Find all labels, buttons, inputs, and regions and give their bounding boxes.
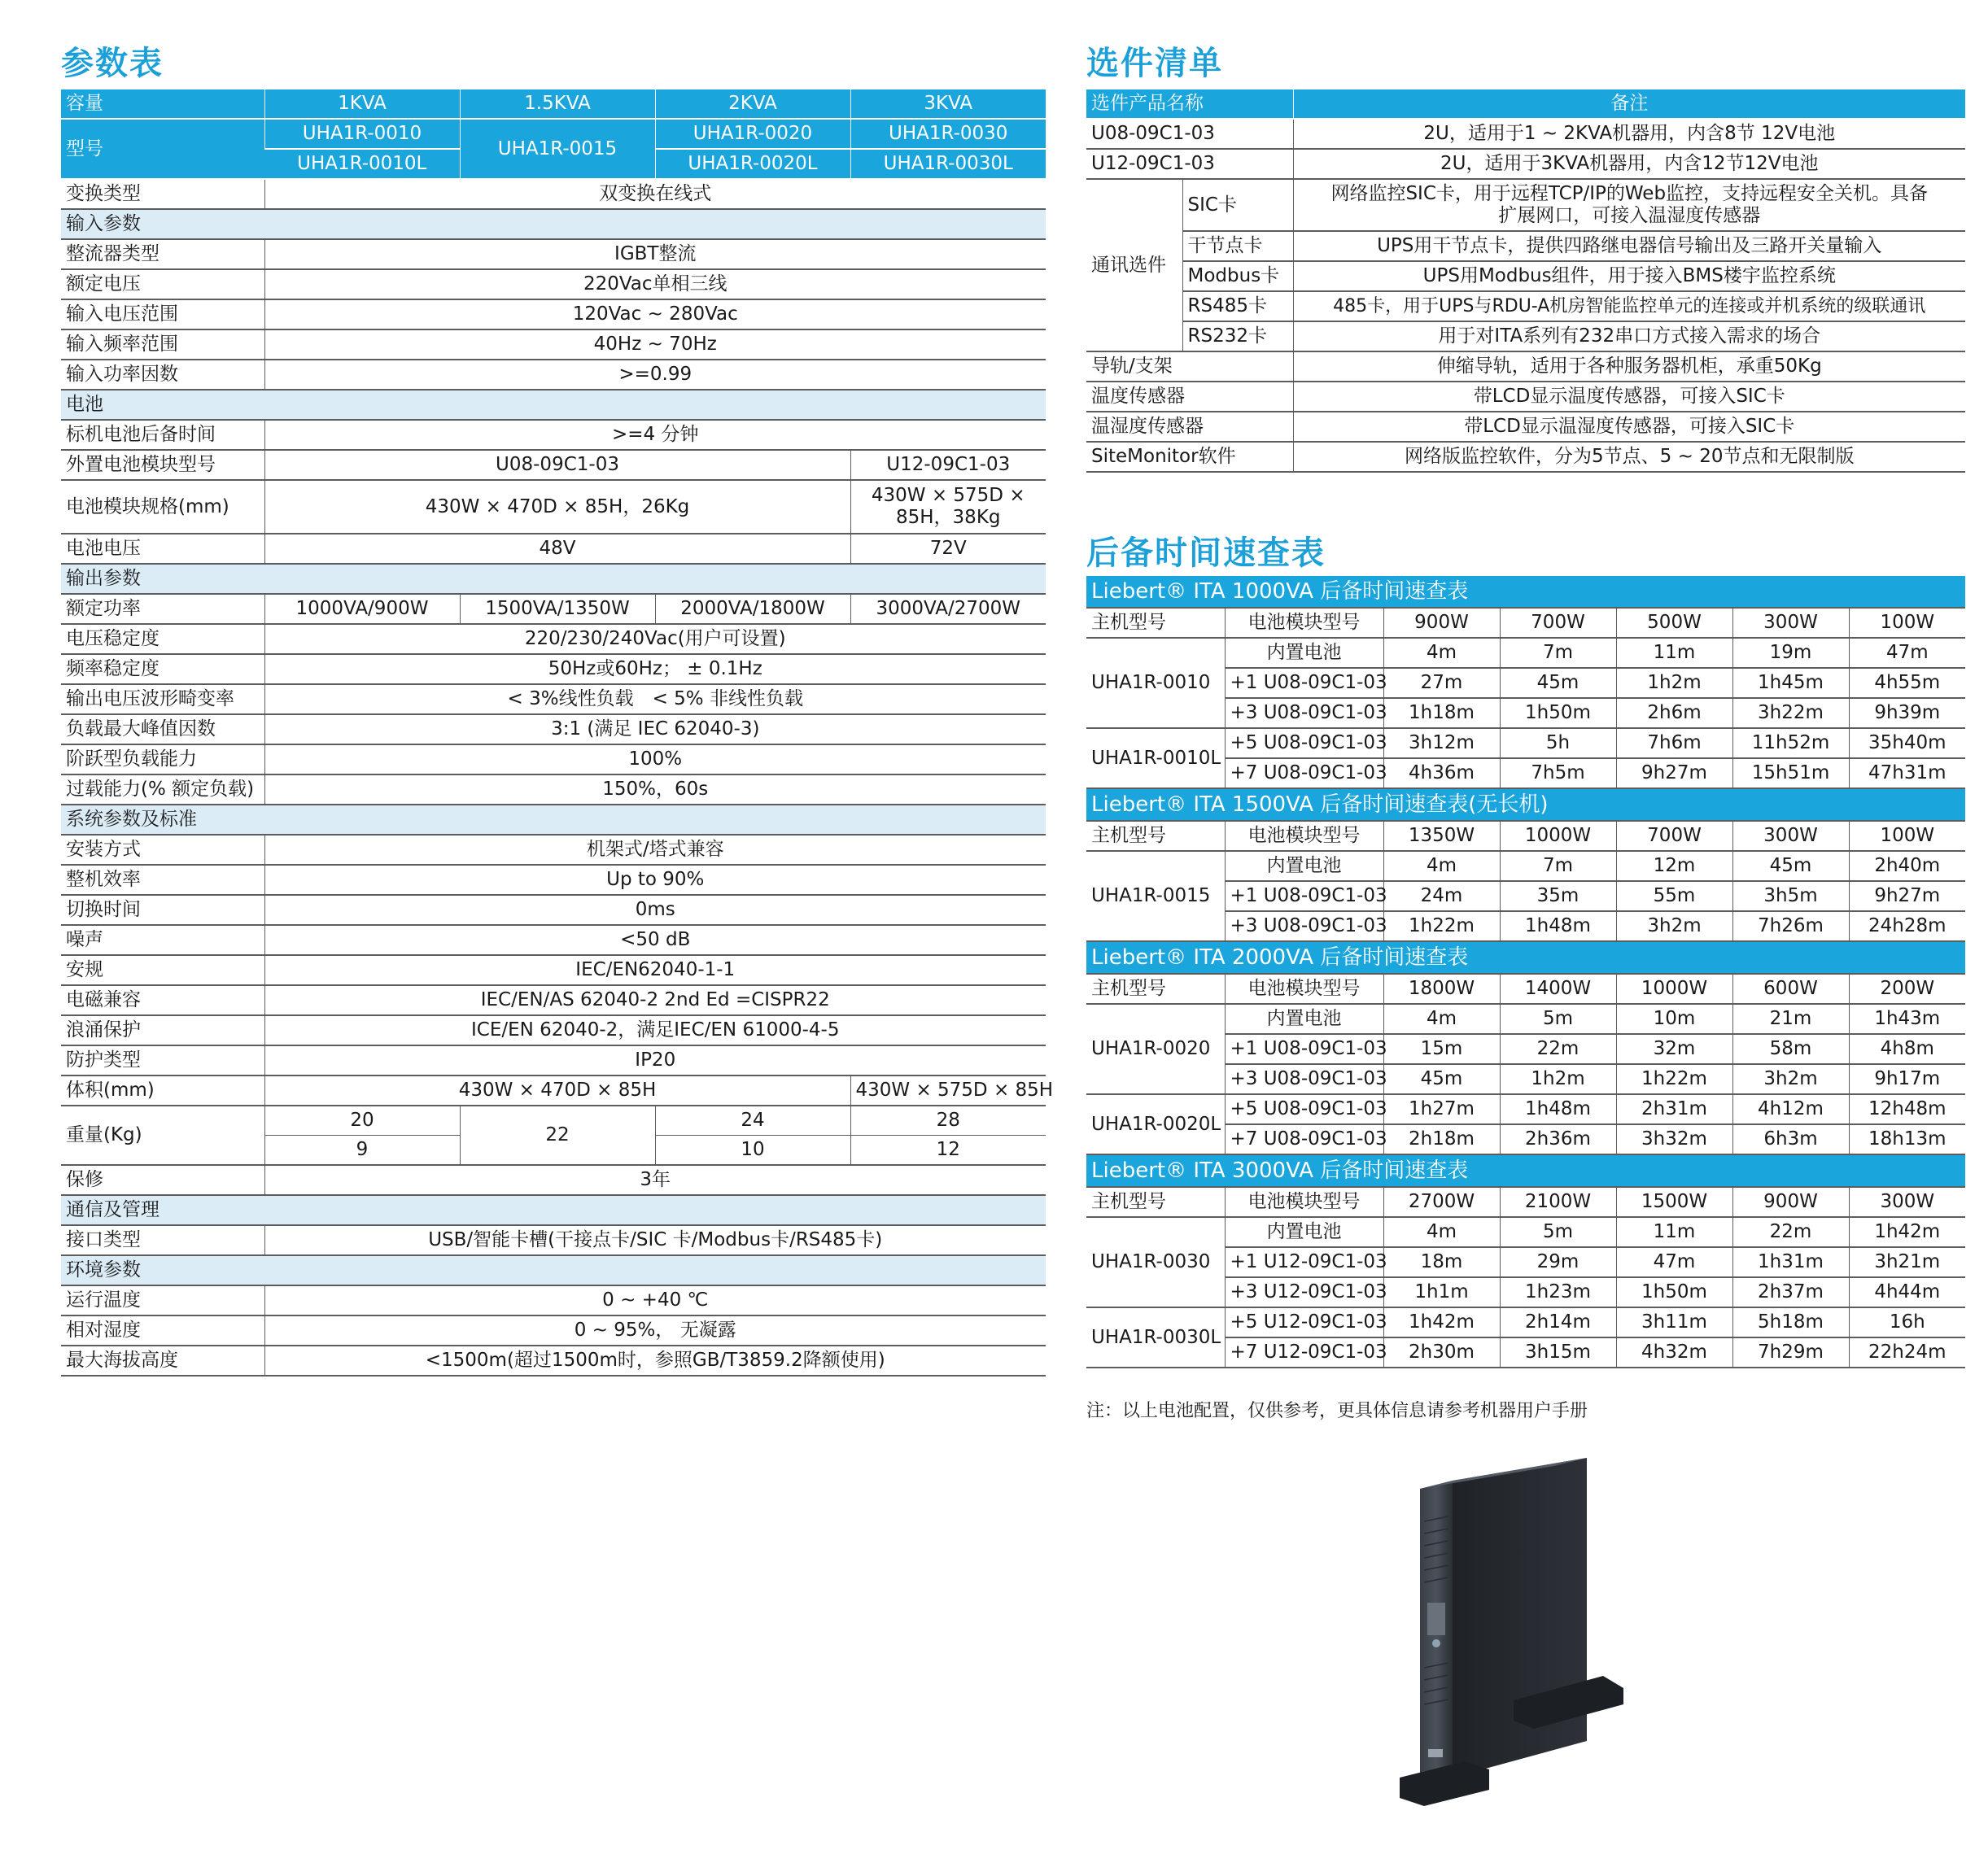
option-row: 导轨/支架 伸缩导轨，适用于各种服务器机柜，承重50Kg <box>1086 351 1965 382</box>
weight-row-l: 9 10 12 <box>61 1136 1046 1166</box>
param-row: 整机效率 Up to 90% <box>61 865 1046 895</box>
section-env: 环境参数 <box>61 1255 1046 1285</box>
options-header: 选件产品名称 备注 <box>1086 89 1965 119</box>
table-row: UHA1R-0020 内置电池 4m 5m 10m 21m 1h43m <box>1086 1004 1965 1034</box>
ups-product-image <box>1383 1456 1628 1806</box>
backup-1500-title: Liebert® ITA 1500VA 后备时间速查表(无长机) <box>1086 788 1965 821</box>
table-row: +1 U08-09C1-03 15m 22m 32m 58m 4h8m <box>1086 1034 1965 1064</box>
param-row: 输出电压波形畸变率 < 3%线性负载 < 5% 非线性负载 <box>61 684 1046 714</box>
param-row: 体积(mm) 430W × 470D × 85H 430W × 575D × 85H <box>61 1075 1046 1106</box>
params-table <box>61 89 1054 1377</box>
param-row: 安规 IEC/EN62040-1-1 <box>61 955 1046 985</box>
ups-stand-front <box>1400 1761 1489 1806</box>
param-row: 保修 3年 <box>61 1165 1046 1195</box>
param-row: 电磁兼容 IEC/EN/AS 62040-2 2nd Ed =CISPR22 <box>61 985 1046 1015</box>
ups-side-face <box>1453 1458 1587 1778</box>
param-row: 安装方式 机架式/塔式兼容 <box>61 835 1046 865</box>
table-row: UHA1R-0010 内置电池 4m 7m 11m 19m 47m <box>1086 638 1965 668</box>
param-row: 外置电池模块型号 U08-09C1-03 U12-09C1-03 <box>61 450 1046 480</box>
ups-power-button-icon <box>1432 1639 1440 1647</box>
table-row: UHA1R-0015 内置电池 4m 7m 12m 45m 2h40m <box>1086 851 1965 881</box>
option-row: U12-09C1-03 2U，适用于3KVA机器用，内含12节12V电池 <box>1086 149 1965 179</box>
model-row-l: UHA1R-0010L UHA1R-0020L UHA1R-0030L <box>61 149 1046 179</box>
backup-1000-title: Liebert® ITA 1000VA 后备时间速查表 <box>1086 576 1965 608</box>
param-row: 浪涌保护 ICE/EN 62040-2，满足IEC/EN 61000-4-5 <box>61 1015 1046 1045</box>
param-row: 电压稳定度 220/230/240Vac(用户可设置) <box>61 624 1046 654</box>
options-title: 选件清单 <box>1086 45 1223 82</box>
backup-title: 后备时间速查表 <box>1086 534 1326 572</box>
table-row: +3 U08-09C1-03 1h22m 1h48m 3h2m 7h26m 24h28m <box>1086 911 1965 941</box>
param-row: 输入频率范围 40Hz ~ 70Hz <box>61 329 1046 360</box>
param-row: 负载最大峰值因数 3:1 (满足 IEC 62040-3) <box>61 714 1046 744</box>
option-row: 温度传感器 带LCD显示温度传感器，可接入SIC卡 <box>1086 382 1965 412</box>
table-row: +1 U08-09C1-03 27m 45m 1h2m 1h45m 4h55m <box>1086 668 1965 698</box>
section-system: 系统参数及标准 <box>61 805 1046 835</box>
param-row: 防护类型 IP20 <box>61 1045 1046 1075</box>
backup-1500-header: 主机型号 电池模块型号 1350W 1000W 700W 300W 100W <box>1086 821 1965 851</box>
backup-2000-title: Liebert® ITA 2000VA 后备时间速查表 <box>1086 941 1965 974</box>
section-comm: 通信及管理 <box>61 1195 1046 1225</box>
param-row: 电池模块规格(mm) 430W × 470D × 85H，26Kg 430W × 575D × 85H，38Kg <box>61 480 1046 534</box>
table-row: UHA1R-0010L +5 U08-09C1-03 3h12m 5h 7h6m 11h52m 35h40m <box>1086 728 1965 758</box>
footnote: 注：以上电池配置，仅供参考，更具体信息请参考机器用户手册 <box>1086 1401 1588 1421</box>
backup-table <box>1086 576 1965 1368</box>
ups-control-panel <box>1427 1603 1445 1635</box>
param-row: 相对湿度 0 ~ 95%， 无凝露 <box>61 1315 1046 1346</box>
table-row: UHA1R-0020L +5 U08-09C1-03 1h27m 1h48m 2h31m 4h12m 12h48m <box>1086 1094 1965 1124</box>
backup-3000-title: Liebert® ITA 3000VA 后备时间速查表 <box>1086 1154 1965 1187</box>
section-input: 输入参数 <box>61 209 1046 239</box>
weight-row: 重量(Kg) 20 22 24 28 <box>61 1106 1046 1136</box>
param-row: 电池电压 48V 72V <box>61 534 1046 564</box>
backup-2000-header: 主机型号 电池模块型号 1800W 1400W 1000W 600W 200W <box>1086 974 1965 1004</box>
table-row: +1 U12-09C1-03 18m 29m 47m 1h31m 3h21m <box>1086 1247 1965 1277</box>
section-battery: 电池 <box>61 390 1046 420</box>
param-row: 过载能力(% 额定负载) 150%，60s <box>61 774 1046 805</box>
param-row: 运行温度 0 ~ +40 ℃ <box>61 1285 1046 1315</box>
table-row: UHA1R-0030L +5 U12-09C1-03 1h42m 2h14m 3h11m 5h18m 16h <box>1086 1307 1965 1337</box>
option-row: 温湿度传感器 带LCD显示温湿度传感器，可接入SIC卡 <box>1086 412 1965 442</box>
option-row: RS485卡 485卡，用于UPS与RDU-A机房智能监控单元的连接或并机系统的级联通讯 <box>1086 291 1965 321</box>
option-row: Modbus卡 UPS用Modbus组件，用于接入BMS楼宇监控系统 <box>1086 261 1965 291</box>
param-row: 额定电压 220Vac单相三线 <box>61 269 1046 299</box>
option-row: U08-09C1-03 2U，适用于1 ~ 2KVA机器用，内含8节 12V电池 <box>1086 119 1965 149</box>
table-row: UHA1R-0030 内置电池 4m 5m 11m 22m 1h42m <box>1086 1217 1965 1247</box>
table-row: +1 U08-09C1-03 24m 35m 55m 3h5m 9h27m <box>1086 881 1965 911</box>
table-row: +7 U08-09C1-03 4h36m 7h5m 9h27m 15h51m 47h31m <box>1086 758 1965 788</box>
param-row: 整流器类型 IGBT整流 <box>61 239 1046 269</box>
table-row: +3 U12-09C1-03 1h1m 1h23m 1h50m 2h37m 4h44m <box>1086 1277 1965 1307</box>
options-table <box>1086 89 1965 473</box>
table-row: +7 U08-09C1-03 2h18m 2h36m 3h32m 6h3m 18h13m <box>1086 1124 1965 1154</box>
section-output: 输出参数 <box>61 564 1046 594</box>
option-row: 通讯选件 SIC卡 网络监控SIC卡，用于远程TCP/IP的Web监控，支持远程安全关机。具备扩展网口，可接入温湿度传感器 <box>1086 179 1965 231</box>
ups-logo-badge <box>1428 1749 1443 1757</box>
param-row: 阶跃型负载能力 100% <box>61 744 1046 774</box>
option-row: RS232卡 用于对ITA系列有232串口方式接入需求的场合 <box>1086 321 1965 351</box>
backup-3000-header: 主机型号 电池模块型号 2700W 2100W 1500W 900W 300W <box>1086 1187 1965 1217</box>
capacity-row: 容量 1KVA 1.5KVA 2KVA 3KVA <box>61 89 1046 119</box>
params-title: 参数表 <box>61 45 164 82</box>
param-row: 输入功率因数 >=0.99 <box>61 360 1046 390</box>
table-row: +7 U12-09C1-03 2h30m 3h15m 4h32m 7h29m 22h24m <box>1086 1337 1965 1368</box>
param-row: 最大海拔高度 <1500m(超过1500m时，参照GB/T3859.2降额使用) <box>61 1346 1046 1376</box>
param-row: 接口类型 USB/智能卡槽(干接点卡/SIC 卡/Modbus卡/RS485卡) <box>61 1225 1046 1255</box>
param-row: 频率稳定度 50Hz或60Hz； ± 0.1Hz <box>61 654 1046 684</box>
backup-1000-header: 主机型号 电池模块型号 900W 700W 500W 300W 100W <box>1086 608 1965 638</box>
param-row: 切换时间 0ms <box>61 895 1046 925</box>
param-row: 变换类型 双变换在线式 <box>61 179 1046 209</box>
param-row: 标机电池后备时间 >=4 分钟 <box>61 420 1046 450</box>
param-row: 输入电压范围 120Vac ~ 280Vac <box>61 299 1046 329</box>
model-row: 型号 UHA1R-0010 UHA1R-0015 UHA1R-0020 UHA1R-0030 <box>61 119 1046 149</box>
option-row: SiteMonitor软件 网络版监控软件，分为5节点、5 ~ 20节点和无限制版 <box>1086 442 1965 472</box>
param-row: 噪声 <50 dB <box>61 925 1046 955</box>
table-row: +3 U08-09C1-03 1h18m 1h50m 2h6m 3h22m 9h39m <box>1086 698 1965 728</box>
param-row: 额定功率 1000VA/900W 1500VA/1350W 2000VA/1800W 3000VA/2700W <box>61 594 1046 624</box>
table-row: +3 U08-09C1-03 45m 1h2m 1h22m 3h2m 9h17m <box>1086 1064 1965 1094</box>
option-row: 干节点卡 UPS用干节点卡，提供四路继电器信号输出及三路开关量输入 <box>1086 231 1965 261</box>
